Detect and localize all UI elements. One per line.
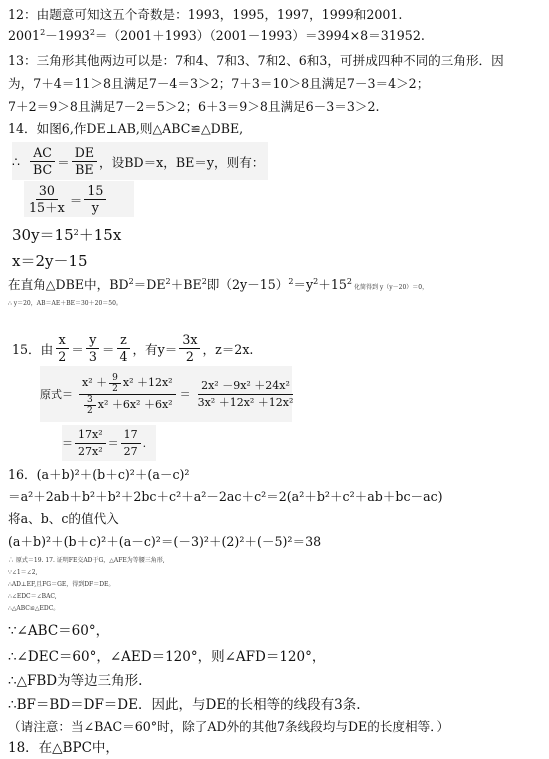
q15-expression: 原式＝ x² ＋ $\frac{9}{2}$ x² ＋12x² $\frac{3}{2}$ x² ＋6x² ＋6x² ＝ $\frac{\text{2x² －9x² ＋24x²}}{\text{3x² ＋12x² ＋12x²}}$ (40, 366, 292, 422)
line-q13-a: 13：三角形其他两边可以是：7和4、7和3、7和2、6和3，可拼成四种不同的三角形．因 (8, 53, 504, 68)
line-q16-d: (a＋b)²＋(b＋c)²＋(a－c)²＝(－3)²＋(2)²＋(－5)²＝38 (8, 534, 322, 549)
q15-given: 15．由 $\frac{x}{2}$ ＝ $\frac{y}{3}$ ＝ $\frac{z}{4}$ ，有y＝ $\frac{3x}{2}$ ，z＝2x. (12, 331, 254, 364)
small-line-5: ∴△ABC≌△EDC。 (8, 605, 60, 612)
line-q16-c: 将a、b、c的值代入 (8, 511, 119, 526)
line-q14: 14．如图6,作DE⊥AB,则△ABC≌△DBE, (8, 121, 244, 136)
q15-result: ＝ $\frac{\text{17x²}}{\text{27x²}}$ ＝ $\frac{17}{27}$ . (62, 425, 156, 461)
line-q17-d: ∴BF＝BD＝DF＝DE．因此，与DE的长相等的线段有3条. (8, 697, 361, 713)
line-q16-a: 16．(a＋b)²＋(b＋c)²＋(a－c)² (8, 467, 190, 482)
line-q18: 18．在△BPC中， (8, 740, 119, 756)
line-q16-b: ＝a²＋2ab＋b²＋b²＋2bc＋c²＋a²－2ac＋c²＝2(a²＋b²＋c²＋ab＋bc－ac) (8, 489, 443, 504)
small-line-4: ∴∠EDC＝∠BAC, (8, 593, 57, 600)
line-q13-c: 7＋2＝9＞8且满足7－2＝5＞2；6＋3＝9＞8且满足6－3＝3＞2. (8, 99, 380, 114)
line-q17-b: ∴∠DEC＝60°，∠AED＝120°，则∠AFD＝120°， (8, 649, 326, 665)
fraction-ac-bc: $\frac{AC}{BC}$ (30, 145, 55, 178)
q14-eq1: $30y=15^2+15x$ (12, 226, 122, 244)
small-line-1: ∴ 原式＝19. 17. 证明FE交AD于G，△AFE为等腰三角形, (8, 557, 165, 564)
line-q14-result: ∴ y＝20，AB＝AE＋BE＝30＋20＝50。 (8, 300, 122, 307)
line-q17-c: ∴△FBD为等边三角形. (8, 673, 143, 689)
fraction-de-be: $\frac{DE}{BE}$ (72, 145, 97, 178)
small-line-2: ∵∠1＝∠2, (8, 569, 38, 576)
small-line-3: ∴AD⊥EF,且FG＝GE，得到DF＝DE。 (8, 581, 115, 588)
line-q13-b: 为，7＋4＝11＞8且满足7－4＝3＞2；7＋3＝10＞8且满足7－3＝4＞2； (8, 76, 430, 91)
line-q17-note: （请注意：当∠BAC＝60°时，除了AD外的其他7条线段均与DE的长度相等．） (8, 719, 450, 734)
q14-proportion: ∴ $\frac{AC}{BC}$ ＝ $\frac{DE}{BE}$ ，设BD＝x，BE＝y，则有： (12, 142, 268, 180)
line-q12: 12：由题意可知这五个奇数是：1993，1995，1997，1999和2001. (8, 7, 403, 22)
q15-orig-fraction: x² ＋ $\frac{9}{2}$ x² ＋12x² $\frac{3}{2}$ x² ＋6x² ＋6x² (79, 373, 176, 416)
q14-eq2: x＝2y－15 (12, 252, 88, 270)
q14-equation-frac: $\frac{30}{15+x}$ ＝ $\frac{15}{y}$ (24, 181, 134, 217)
q15-expanded-fraction: $\frac{\text{2x² －9x² ＋24x²}}{\text{3x² ＋12x² ＋12x²}}$ (197, 378, 294, 409)
line-q17-a: ∵∠ABC＝60°， (8, 623, 110, 639)
line-q14-pythag: 在直角△DBE中，$BD^2=DE^2+BE^2$即$(2y-15)^2=y^2+15^2$化简得到 y（y－20）＝0， (8, 277, 429, 292)
line-q12-calc: $2001^2-1993^2=(2001+1993)(2001-1993)=3994\times 8=31952$. (8, 28, 425, 43)
